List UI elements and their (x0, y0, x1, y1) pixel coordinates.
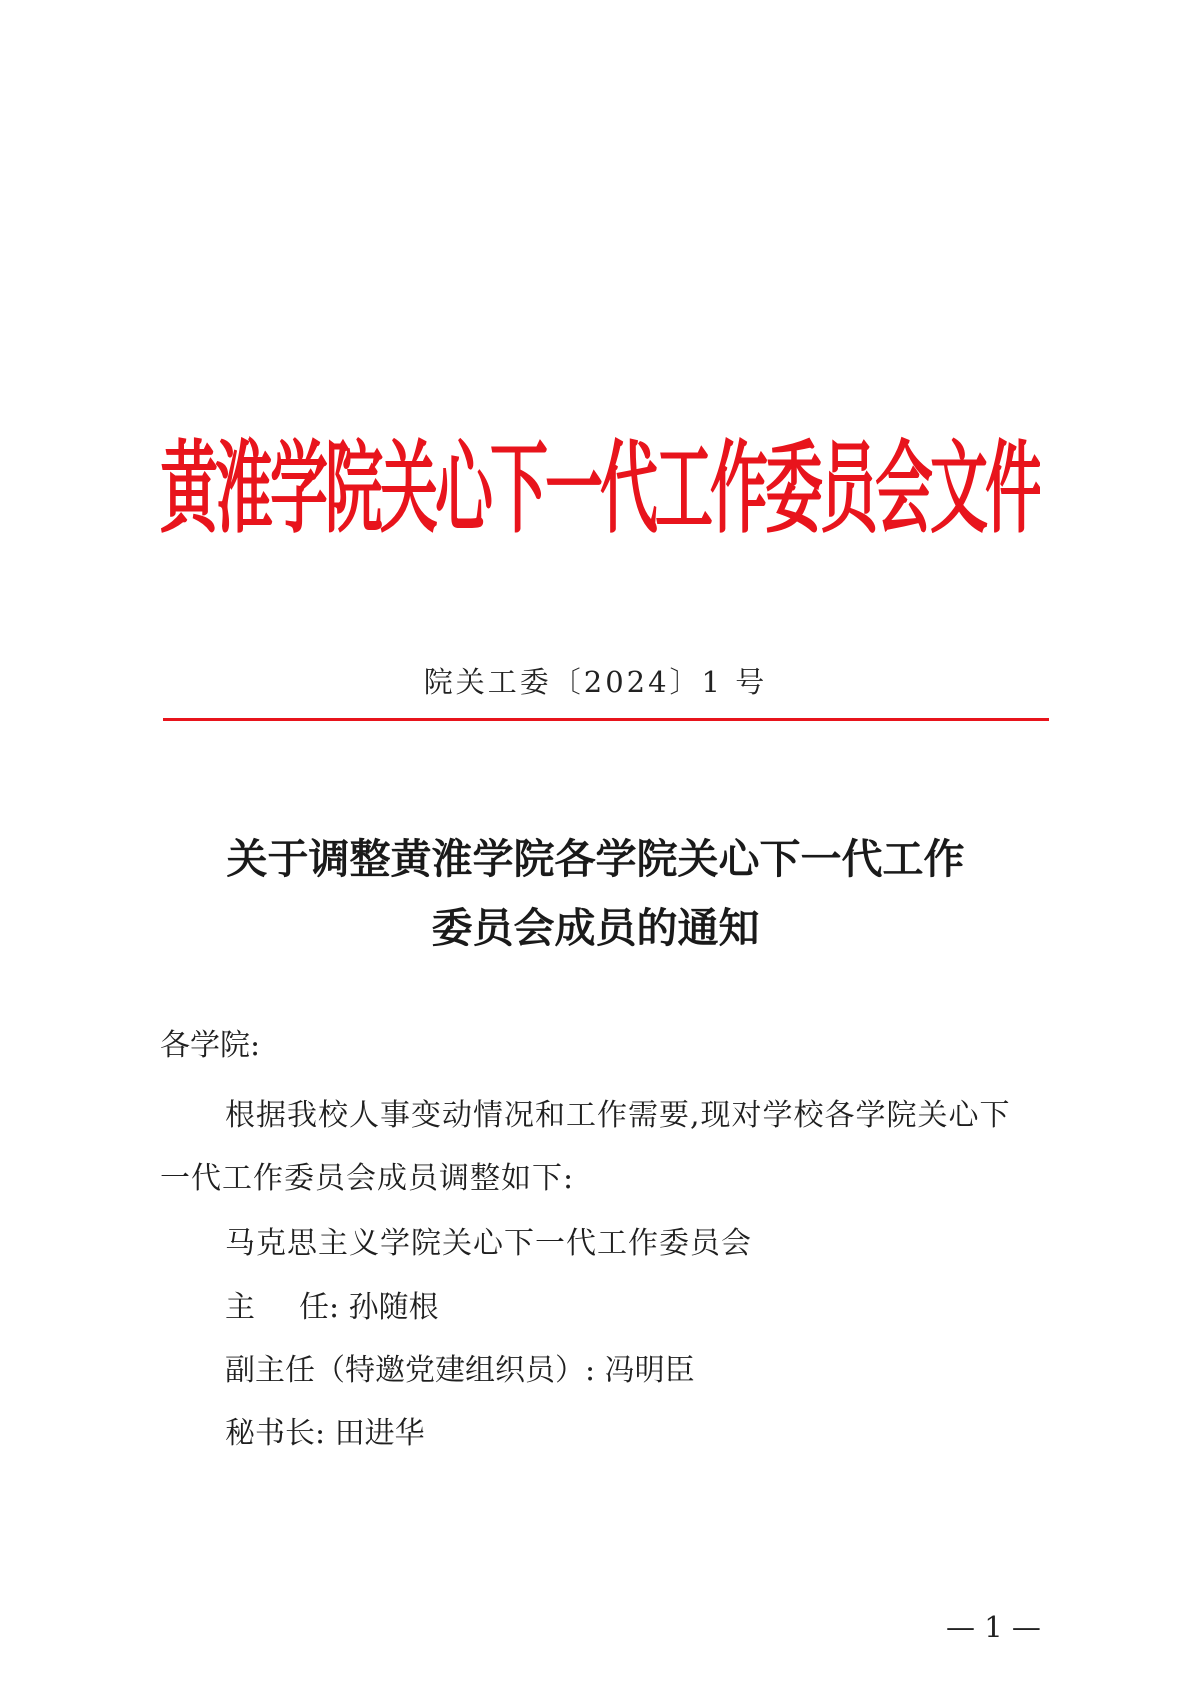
body-paragraph-line-1: 根据我校人事变动情况和工作需要,现对学校各学院关心下 (225, 1098, 1011, 1133)
member-name: 田进华 (334, 1416, 425, 1451)
member-separator: : (585, 1353, 605, 1388)
member-separator: : (315, 1416, 335, 1451)
committee-name: 马克思主义学院关心下一代工作委员会 (225, 1226, 752, 1261)
member-deputy-director (225, 1345, 695, 1389)
member-role-second-char: 任 (299, 1290, 329, 1325)
masthead-title: 黄淮学院关心下一代工作委员会文件 (160, 430, 1040, 548)
member-role: 副主任（特邀党建组织员） (225, 1353, 585, 1388)
member-role: 秘书长 (225, 1416, 315, 1451)
body-paragraph-line-2: 一代工作委员会成员调整如下: (160, 1161, 575, 1196)
notice-title-line-1: 关于调整黄淮学院各学院关心下一代工作 (226, 835, 965, 883)
member-name: 孙随根 (348, 1290, 439, 1325)
member-role-first-char: 主 (225, 1290, 255, 1325)
member-director (225, 1282, 439, 1326)
notice-title-line-2: 委员会成员的通知 (431, 904, 760, 952)
member-secretary-general (225, 1408, 425, 1452)
page-number: — 1 — (946, 1610, 1041, 1644)
member-name: 冯明臣 (604, 1353, 695, 1388)
salutation: 各学院: (160, 1028, 261, 1063)
member-separator: : (329, 1290, 349, 1325)
masthead (160, 405, 1040, 555)
red-divider (163, 718, 1049, 721)
document-number: 院关工委〔2024〕1 号 (423, 665, 768, 699)
